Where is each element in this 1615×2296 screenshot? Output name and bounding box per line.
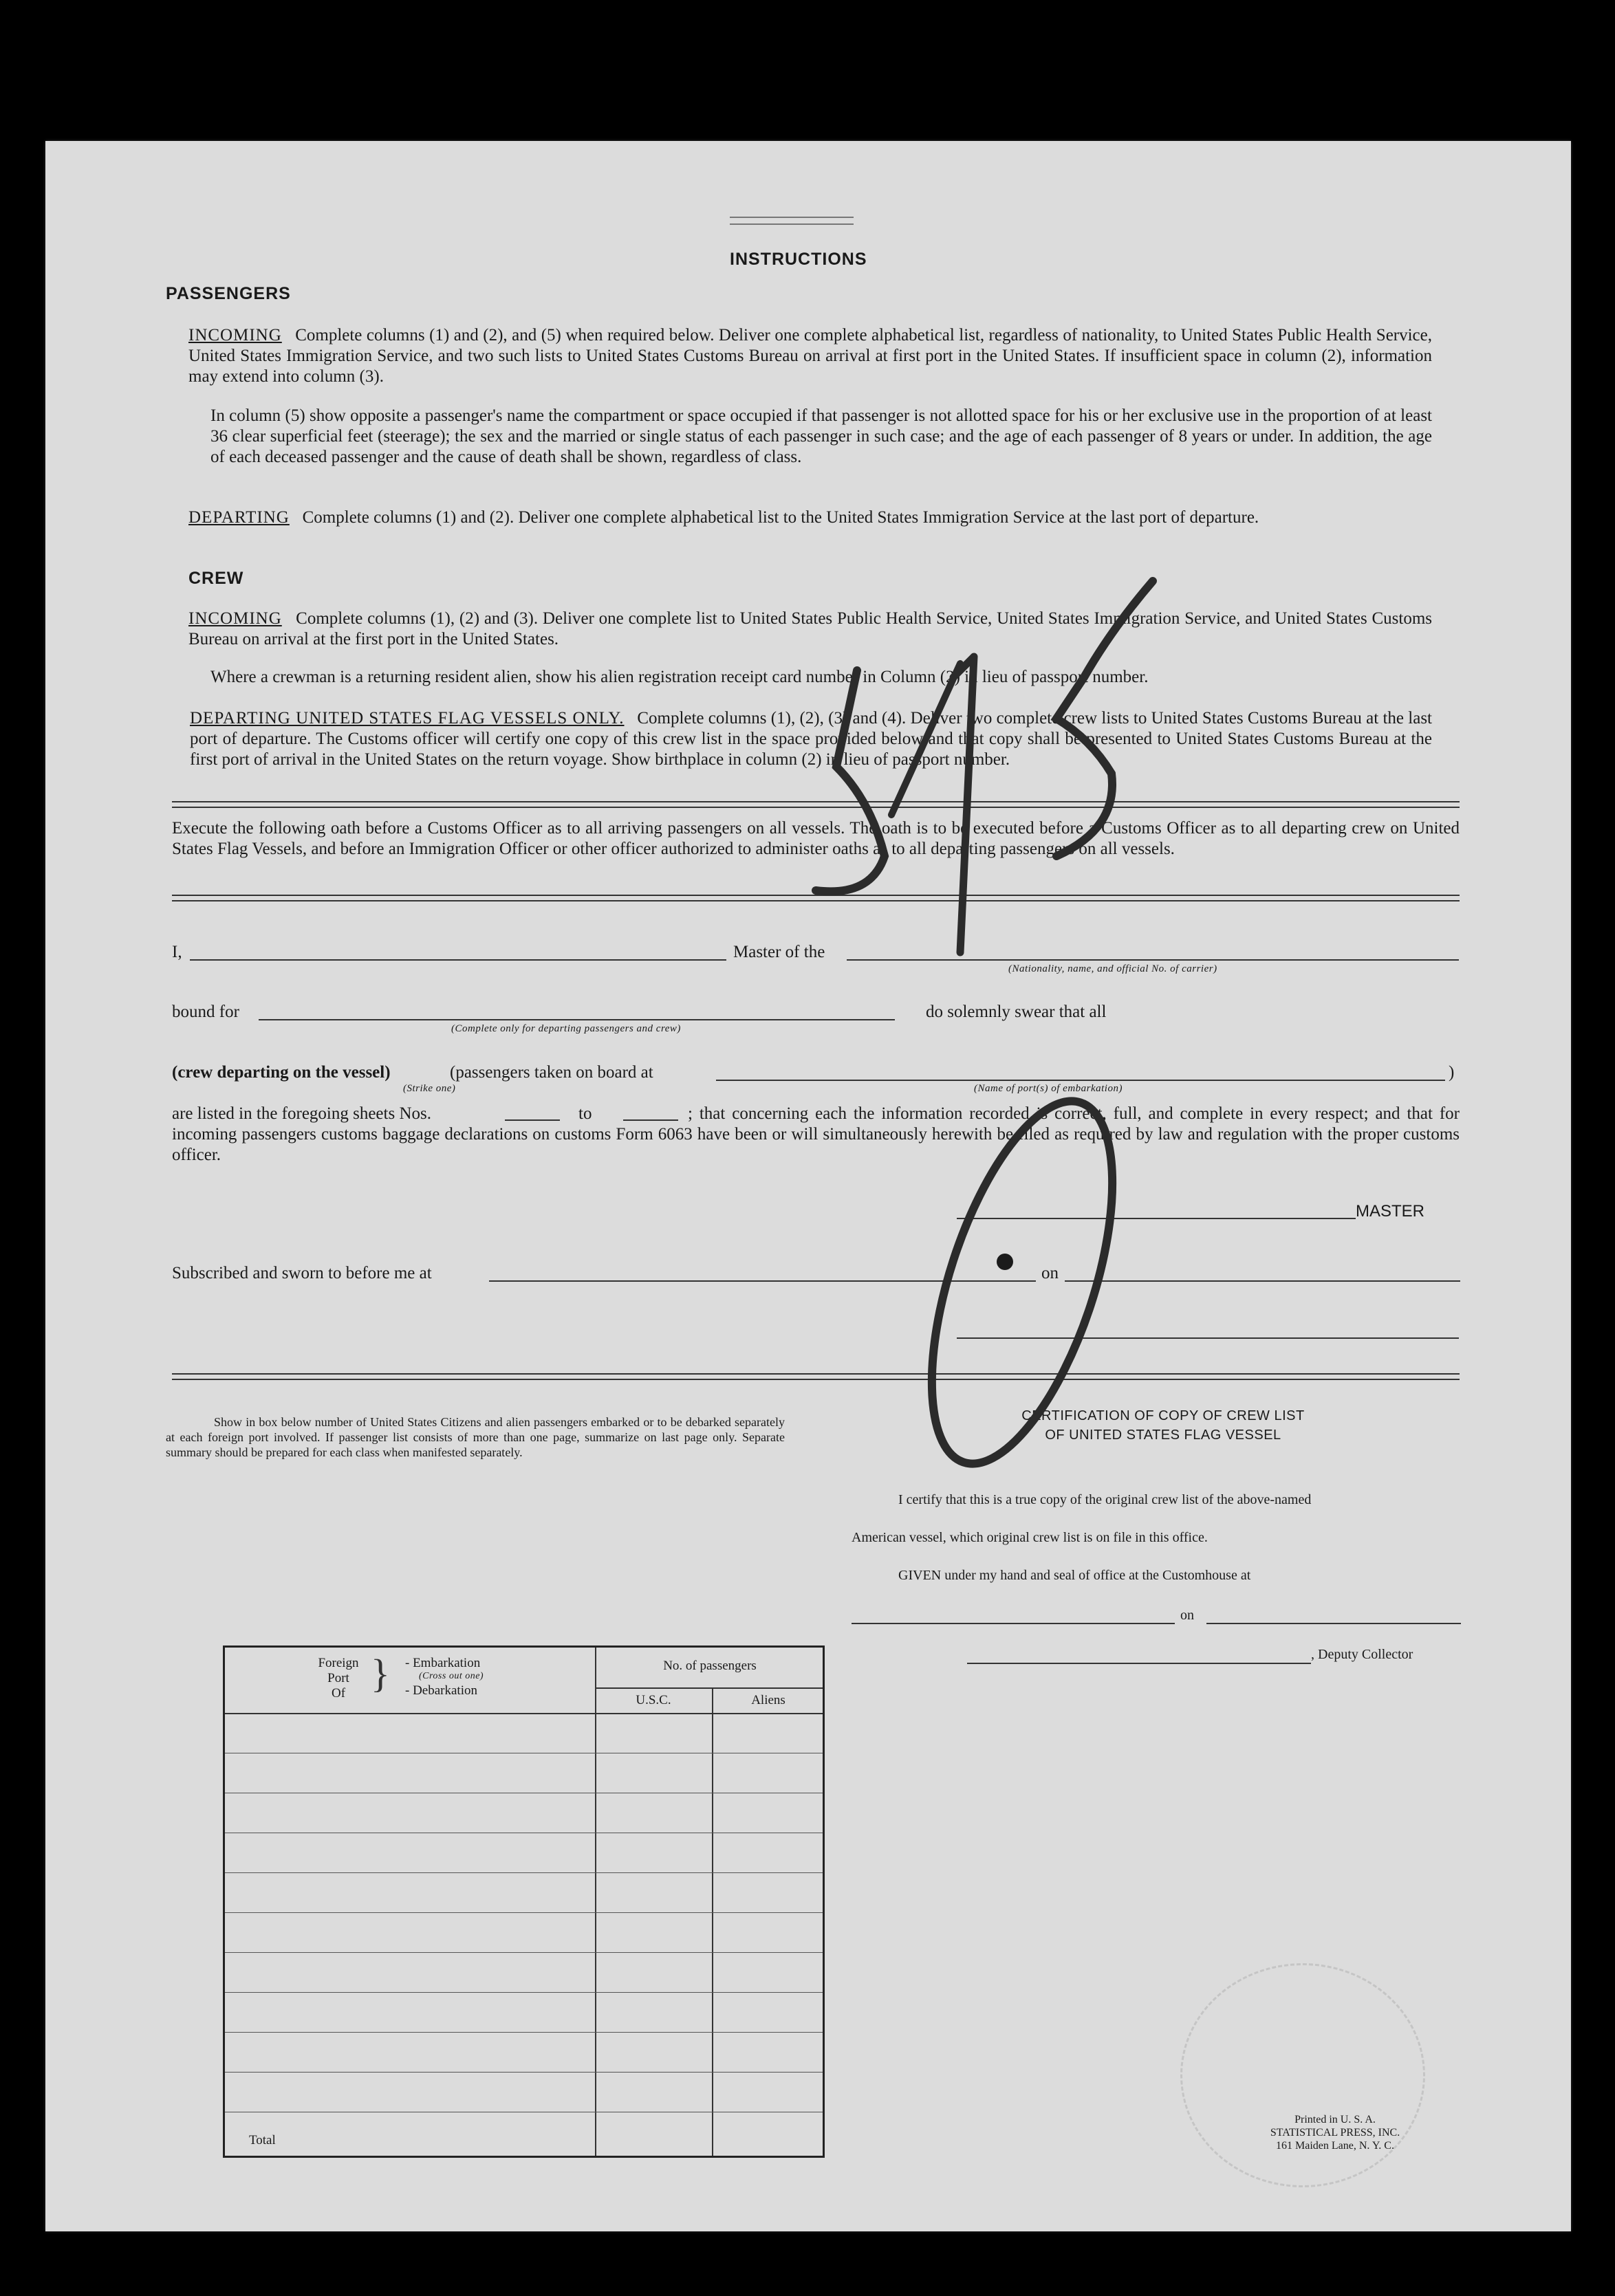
summary-row[interactable] [225, 1952, 823, 1953]
close-paren: ) [1449, 1063, 1455, 1082]
i-label: I, [172, 943, 182, 961]
printer-line2: STATISTICAL PRESS, INC. [1270, 2127, 1400, 2139]
handwritten-zero [895, 1080, 1149, 1485]
of-label: Of [331, 1686, 346, 1701]
crew-departing-text: Complete columns (1), (2), (3) and (4). Deliver two complete crew lists to United States Customs Bureau at the last port of departure. The Customs officer will certify one copy of this crew list in the space provided below and that copy shall be presented to United States Customs Bureau at the first port of arrival in the United States on the return voyage. Show birthplace in column (2) in lieu of passport number. [190, 709, 1432, 769]
printer-line3: 161 Maiden Lane, N. Y. C. [1276, 2140, 1394, 2152]
certify-text: I certify that this is a true copy of the original crew list of the above-named [898, 1492, 1312, 1507]
bound-for-label: bound for [172, 1003, 239, 1021]
summary-row[interactable] [225, 1912, 823, 1913]
complete-caption: (Complete only for departing passengers and crew) [451, 1023, 681, 1034]
passengers-departing-text: Complete columns (1) and (2). Deliver one complete alphabetical list to the United States Immigration Service at the last port of departure. [302, 508, 1259, 527]
passenger-summary-table [223, 1646, 825, 2158]
passengers-count-header: No. of passengers [663, 1659, 757, 1673]
customhouse-field[interactable] [852, 1623, 1175, 1624]
crew-heading: CREW [188, 569, 244, 588]
subscribed-label: Subscribed and sworn to before me at [172, 1264, 432, 1282]
summary-row[interactable] [225, 2072, 823, 2073]
port-caption: (Name of port(s) of embarkation) [974, 1083, 1123, 1094]
passengers-departing-label: DEPARTING [188, 508, 290, 527]
printer-line1: Printed in U. S. A. [1294, 2114, 1376, 2125]
handwritten-digit-5 [816, 670, 885, 891]
col-divider-1 [595, 1648, 596, 2156]
certification-title-line1: CERTIFICATION OF COPY OF CREW LIST [1021, 1408, 1305, 1423]
summary-instructions: Show in box below number of United States Citizens and alien passengers embarked or to be debarked separately at each foreign port involved. If passenger list consists of more than one page, summarize on last page only. Separate summary should be prepared for each class when manifested separately. [166, 1415, 785, 1459]
passengers-incoming-text: Complete columns (1) and (2), and (5) when required below. Deliver one complete alphabetical list, regardless of nationality, to United States Public Health Service, United States Immigration Service, and two such lists to United States Customs Bureau on arrival at first port in the United States. If insufficient space in column (2), information may extend into column (3). [188, 326, 1433, 386]
total-label: Total [249, 2133, 276, 2147]
brace-icon: } [371, 1651, 390, 1696]
handwritten-slash [891, 664, 960, 815]
page-title: INSTRUCTIONS [730, 250, 867, 269]
customs-seal [1180, 1963, 1425, 2187]
crew-incoming-label: INCOMING [188, 609, 282, 628]
passengers-incoming-label: INCOMING [188, 326, 282, 345]
certification-title-line2: OF UNITED STATES FLAG VESSEL [1045, 1428, 1281, 1443]
passengers-taken-option[interactable]: (passengers taken on board at [450, 1063, 653, 1082]
form-sheet [45, 141, 1571, 2231]
header-rule [225, 1713, 823, 1714]
american-vessel-text: American vessel, which original crew list is on file in this office. [852, 1530, 1208, 1545]
column5-paragraph: In column (5) show opposite a passenger's name the compartment or space occupied if that passenger is not allotted space for his or her exclusive use in the proportion of at least 36 clear superficial feet (steerage); the sex and the married or single status of each passenger in such case; and the age of each passenger of 8 years or under. In addition, the age of each deceased passenger and the cause of death shall be shown, regardless of class. [210, 406, 1432, 466]
crew-incoming-text: Complete columns (1), (2) and (3). Deliver one complete list to United States Public Health Service, United States Immigration Service, and United States Customs Bureau on arrival at the first port in the United States. [188, 609, 1432, 648]
header-ornament [730, 217, 854, 225]
sworn-on-label: on [1041, 1264, 1059, 1282]
handwritten-digit-1 [953, 657, 974, 952]
embarkation-label[interactable]: - Embarkation [405, 1656, 481, 1670]
master-name-field[interactable] [190, 959, 726, 961]
sheets-paragraph: ; that concerning each the information recorded is correct, full, and complete in every respect; and that for incoming passengers customs baggage declarations on customs Form 6063 have been or will simultaneously herewith be filed as required by law and regulation with the proper customs officer. [172, 1104, 1460, 1164]
pencil-dot [997, 1254, 1013, 1270]
nationality-caption: (Nationality, name, and official No. of carrier) [1008, 963, 1217, 974]
crew-departing-option[interactable]: (crew departing on the vessel) [172, 1063, 391, 1082]
passengers-incoming-paragraph [188, 325, 1432, 387]
usc-header: U.S.C. [636, 1693, 671, 1707]
deputy-collector-field[interactable] [967, 1663, 1311, 1664]
oath-instructions: Execute the following oath before a Customs Officer as to all arriving passengers on all vessels. The oath is to be executed before a Customs Officer as to all departing crew on United States Flag Vessels, and before an Immigration Officer or other officer authorized to administer oaths as to all departing passengers on all vessels. [172, 819, 1460, 858]
master-of-label: Master of the [733, 943, 825, 961]
port-label: Port [327, 1671, 349, 1685]
subheader-rule [595, 1687, 823, 1689]
swear-label: do solemnly swear that all [926, 1003, 1107, 1021]
resident-alien-paragraph: Where a crewman is a returning resident alien, show his alien registration receipt card number in Column (2) in lieu of passport number. [210, 668, 1149, 686]
sheets-start: are listed in the foregoing sheets Nos. [172, 1104, 431, 1123]
passengers-heading: PASSENGERS [166, 284, 291, 303]
summary-row[interactable] [225, 1872, 823, 1873]
cert-date-field[interactable] [1206, 1623, 1461, 1624]
summary-row[interactable] [225, 2032, 823, 2033]
summary-row[interactable] [225, 1992, 823, 1993]
deputy-collector-label: , Deputy Collector [1311, 1647, 1413, 1662]
given-text: GIVEN under my hand and seal of office at the Customhouse at [898, 1568, 1251, 1583]
crew-departing-label: DEPARTING UNITED STATES FLAG VESSELS ONLY. [190, 709, 625, 728]
cross-out-caption: (Cross out one) [419, 1671, 484, 1681]
strike-caption: (Strike one) [403, 1083, 456, 1094]
aliens-header: Aliens [751, 1693, 785, 1707]
sheets-to-label: to [578, 1104, 592, 1123]
master-label: MASTER [1356, 1202, 1425, 1221]
cert-on-label: on [1180, 1608, 1194, 1623]
foreign-port-header [307, 1656, 369, 1701]
debarkation-label[interactable]: - Debarkation [405, 1683, 477, 1698]
handwritten-digit-5b [1056, 581, 1153, 856]
foreign-label: Foreign [318, 1656, 359, 1670]
pencil-markings [768, 471, 1249, 1502]
col-divider-2 [712, 1687, 713, 2156]
printer-imprint [1187, 2113, 1483, 2152]
